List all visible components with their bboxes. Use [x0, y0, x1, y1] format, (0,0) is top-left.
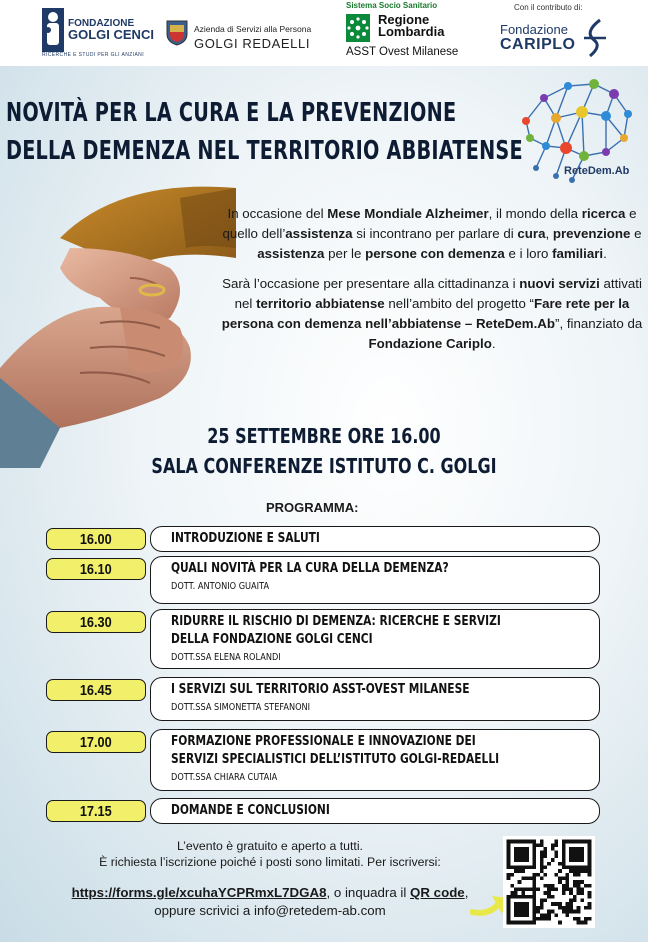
event-place: SALA CONFERENZE ISTITUTO C. GOLGI: [151, 454, 497, 478]
intro-text-run: nuovi servizi: [519, 276, 600, 291]
intro-text-run: e i loro: [504, 246, 553, 261]
page-title: [6, 94, 523, 170]
logo-tagline: RICERCHE E STUDI PER GLI ANZIANI: [42, 52, 144, 58]
program-title: SERVIZI SPECIALISTICI DELL’ISTITUTO GOLGI-REDAELLI: [171, 752, 500, 767]
intro-text-run: e: [630, 226, 642, 241]
intro-text-run: ”, finanziato da: [555, 316, 643, 331]
intro-text-run: persone con demenza: [365, 246, 505, 261]
program-speaker: DOTT.SSA ELENA ROLANDI: [171, 652, 281, 663]
program-item: [150, 798, 600, 824]
intro-text-run: si incontrano per parlare di: [352, 226, 518, 241]
qr-code-word: QR code: [410, 885, 465, 900]
intro-text-run: , il mondo della: [488, 206, 582, 221]
intro-text-run: territorio abbiatense: [256, 296, 385, 311]
footer-text-mid: , o inquadra il: [326, 885, 411, 900]
logo-line: Azienda di Servizi alla Persona: [194, 24, 312, 34]
time-badge: 17.15: [46, 800, 146, 822]
event-datetime: 25 SETTEMBRE ORE 16.00: [207, 424, 441, 448]
time-badge: 16.30: [46, 611, 146, 633]
time-badge: 16.00: [46, 528, 146, 550]
footer-text: [40, 838, 500, 870]
logo-line: Fondazione: [500, 22, 568, 37]
logo-line: Sistema Socio Sanitario: [346, 1, 438, 10]
intro-text-run: e quello dell’: [222, 206, 637, 241]
qr-code-icon[interactable]: [503, 836, 595, 928]
program-title: I SERVIZI SUL TERRITORIO ASST-OVEST MILANESE: [171, 682, 470, 697]
intro-paragraph-2: [220, 274, 644, 354]
logo-bar: [0, 0, 648, 66]
program-title: DELLA FONDAZIONE GOLGI CENCI: [171, 632, 373, 647]
event-info: [0, 421, 648, 481]
program-item: [150, 526, 600, 552]
logo-line: CARIPLO: [500, 36, 576, 53]
intro-text-run: Fare rete per la persona con demenza nell’abbiatense – ReteDem.Ab: [221, 296, 630, 331]
intro-text-run: cura: [517, 226, 546, 241]
regione-lombardia-logo: [346, 1, 476, 60]
rosa-camuna-icon: [346, 14, 370, 42]
intro-text-run: assistenza: [257, 246, 325, 261]
intro-text-run: attivati nel: [234, 276, 642, 311]
title-line: DELLA DEMENZA NEL TERRITORIO ABBIATENSE: [6, 136, 523, 166]
program-title: RIDURRE IL RISCHIO DI DEMENZA: RICERCHE E SERVIZI: [171, 614, 501, 629]
footer-line: È richiesta l’iscrizione poiché i posti sono limitati. Per iscriversi:: [99, 855, 441, 869]
logo-line: GOLGI CENCI: [68, 27, 154, 42]
contact-email-line: oppure scrivici a info@retedem-ab.com: [154, 903, 386, 918]
program-title: INTRODUZIONE E SALUTI: [171, 531, 320, 546]
cariplo-mark-icon: [580, 18, 608, 58]
program-item: [150, 609, 600, 669]
intro-text-run: Sarà l’occasione per presentare alla cittadinanza i: [222, 276, 520, 291]
program-title: QUALI NOVITÀ PER LA CURA DELLA DEMENZA?: [171, 561, 449, 576]
intro-text-run: ,: [545, 226, 553, 241]
logo-line: FONDAZIONE: [68, 18, 135, 29]
intro-text-run: Mese Mondiale Alzheimer: [327, 206, 489, 221]
intro-text-run: .: [491, 336, 496, 351]
program-item: [150, 677, 600, 721]
intro-paragraph-1: [220, 204, 644, 264]
fondazione-cariplo-logo: [500, 3, 608, 60]
time-badge: 17.00: [46, 731, 146, 753]
intro-text-run: ricerca: [581, 206, 626, 221]
intro-text-run: per le: [324, 246, 366, 261]
program-item: [150, 729, 600, 791]
shield-icon: [166, 20, 188, 46]
logo-line: GOLGI REDAELLI: [194, 36, 311, 51]
time-badge: 16.45: [46, 679, 146, 701]
people-icon: [42, 8, 64, 52]
registration-info: [40, 884, 500, 920]
golgi-redaelli-logo: [166, 6, 336, 60]
logo-line: Con il contributo di:: [514, 3, 583, 12]
program-title: FORMAZIONE PROFESSIONALE E INNOVAZIONE DEI: [171, 734, 476, 749]
intro-text: [220, 204, 644, 364]
project-brand: ReteDem.Ab: [564, 165, 630, 177]
program-item: [150, 556, 600, 604]
logo-line: ASST Ovest Milanese: [346, 46, 459, 58]
programma-label: PROGRAMMA:: [266, 500, 359, 515]
registration-link[interactable]: https://forms.gle/xcuhaYCPRmxL7DGA8: [71, 885, 327, 900]
time-badge: 16.10: [46, 558, 146, 580]
fondazione-golgi-cenci-logo: [42, 6, 168, 60]
footer-text-tail: ,: [464, 885, 469, 900]
intro-text-run: assistenza: [285, 226, 353, 241]
program-speaker: DOTT.SSA SIMONETTA STEFANONI: [171, 702, 311, 713]
intro-text-run: familiari: [552, 246, 604, 261]
intro-text-run: In occasione del: [227, 206, 328, 221]
program-speaker: DOTT. ANTONIO GUAITA: [171, 581, 270, 592]
program-title: DOMANDE E CONCLUSIONI: [171, 803, 330, 818]
intro-text-run: .: [603, 246, 607, 261]
intro-text-run: prevenzione: [552, 226, 631, 241]
footer-line: L’evento è gratuito e aperto a tutti.: [177, 839, 363, 853]
intro-text-run: Fondazione Cariplo: [368, 336, 492, 351]
intro-text-run: nell’ambito del progetto “: [384, 296, 534, 311]
logo-line: Lombardia: [378, 24, 445, 39]
program-speaker: DOTT.SSA CHIARA CUTAIA: [171, 772, 278, 783]
title-line: NOVITÀ PER LA CURA E LA PREVENZIONE: [6, 98, 457, 128]
logo-line: Regione: [378, 12, 430, 27]
